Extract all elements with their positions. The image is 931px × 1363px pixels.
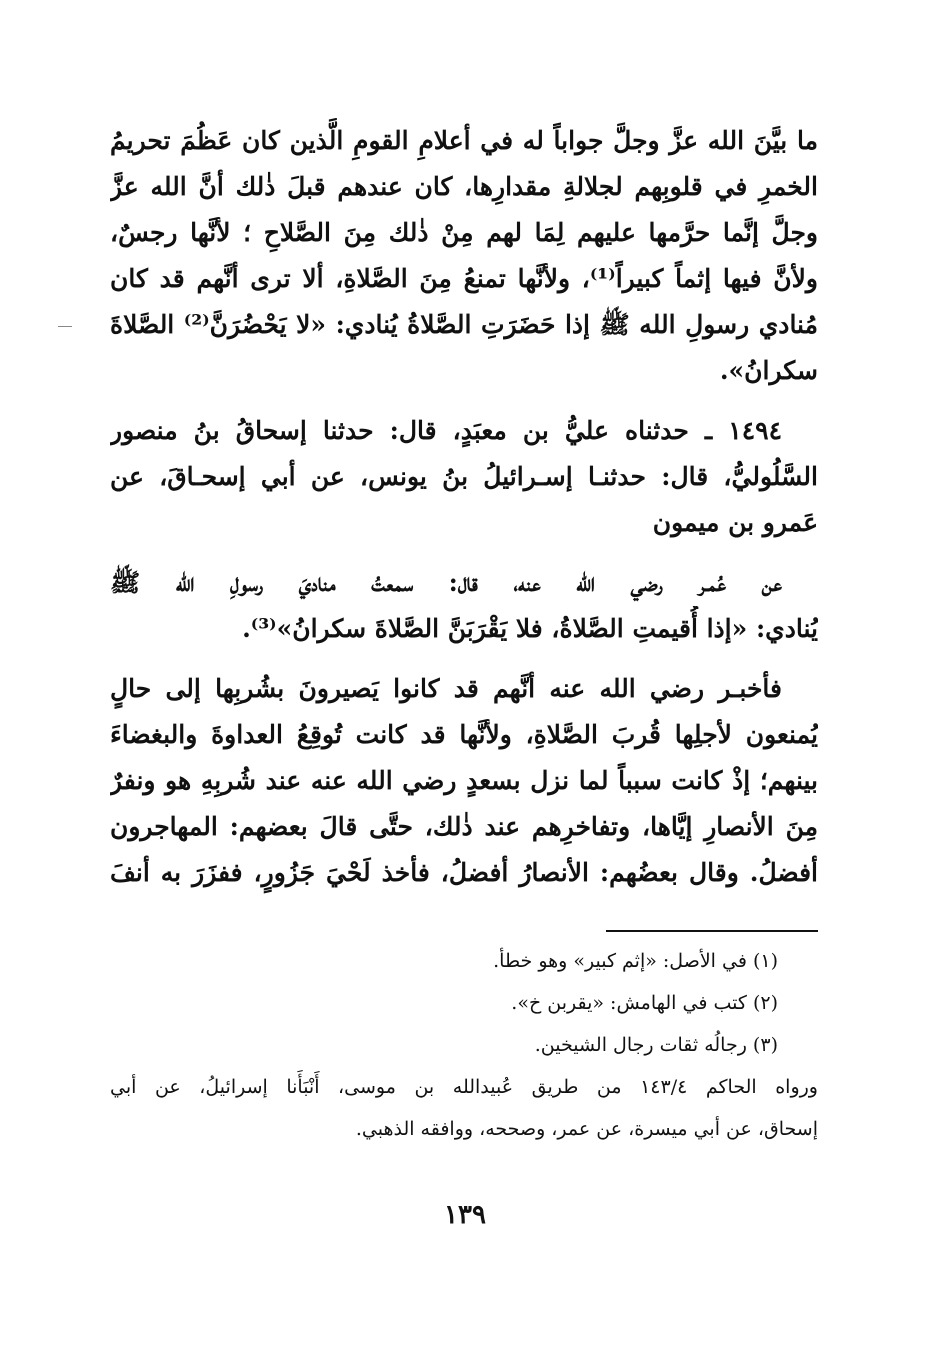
main-text-block: [110, 118, 818, 910]
text-line: أفضلُ. وقال بعضُهم: الأنصارُ أفضلُ، فأخذ لَحْيَ جَزُورٍ، ففزَرَ به أنفَ: [110, 858, 818, 887]
footnote-extra-line: ورواه الحاكم ١٤٣/٤ من طريق عُبيدالله بن موسى، أَنْبَأَنا إسرائيلُ، عن أبي: [110, 1076, 818, 1098]
text-line: ولأنَّ فيها إثماً كبيراً⁽¹⁾، ولأنَّها تمنعُ مِنَ الصَّلاةِ، ألا ترى أنَّهم قد كان: [110, 264, 818, 293]
margin-mark: [58, 326, 72, 327]
text-line: وجلَّ إنَّما حرَّمها عليهم لِمَا لهم مِنْ ذٰلك مِنَ الصَّلاحِ ؛ لأنَّها رجسٌ،: [110, 218, 818, 247]
footnote-3: (٣) رجالُه ثقات رجال الشيخين.: [534, 1034, 778, 1056]
paragraph-commentary: [110, 666, 818, 896]
text-line: السَّلُوليُّ، قال: حدثنـا إسـرائيلُ بنُ يونس، عن أبي إسحـاقَ، عن: [110, 462, 818, 491]
text-line: عَمرو بن ميمون: [652, 508, 818, 537]
text-line: ١٤٩٤ ـ حدثناه عليُّ بن معبَدٍ، قال: حدثنا إسحاقُ بنُ منصور: [110, 416, 782, 445]
text-line: مُنادي رسولِ الله ﷺ إذا حَضَرَتِ الصَّلاةُ يُنادي: «لا يَحْضُرَنَّ⁽²⁾ الصَّلاةَ: [110, 310, 818, 339]
text-line: فأخبـر رضي الله عنه أنَّهم قد كانوا يَصيرونَ بشُربِها إلى حالٍ: [110, 674, 782, 703]
text-line: ما بيَّنَ الله عزَّ وجلَّ جواباً له في أعلامِ القومِ الَّذين كان عَظُمَ تحريمُ: [110, 126, 818, 155]
hadith-matn: [110, 560, 818, 652]
text-line: عن عُمـر رضي الله عنه، قال: سمعتُ مناديَ رسولِ الله ﷺ: [110, 568, 782, 597]
footnote-2: (٢) كتب في الهامش: «يقربن خ».: [511, 992, 778, 1014]
footnote-extra-line: إسحاق، عن أبي ميسرة، عن عمر، وصححه، ووافقه الذهبي.: [355, 1118, 818, 1140]
text-line: مِنَ الأنصارِ إيَّاها، وتفاخرِهم عند ذٰلك، حتَّى قالَ بعضهم: المهاجرون: [110, 812, 818, 841]
text-line: بينهم؛ إذْ كانت سبباً لما نزل بسعدٍ رضي الله عنه عند شُربِهِ هو ونفرٌ: [110, 766, 818, 795]
page-number: ١٣٩: [444, 1200, 486, 1230]
paragraph-1: [110, 118, 818, 394]
text-line: يُمنعون لأجلِها قُربَ الصَّلاةِ، ولأنَّها قد كانت تُوقِعُ العداوةَ والبغضاءَ: [110, 720, 818, 749]
text-line: يُنادي: «إذا أُقيمتِ الصَّلاةُ، فلا يَقْرَبَنَّ الصَّلاةَ سكرانُ»⁽³⁾.: [242, 614, 818, 643]
text-line: الخمرِ في قلوبِهم لجلالةِ مقدارِها، كان عندهم قبلَ ذٰلك أنَّ الله عزَّ: [110, 172, 818, 201]
footnote-1: (١) في الأصل: «إثم كبير» وهو خطأ.: [493, 950, 778, 972]
footnotes-block: [110, 940, 818, 1150]
footnote-divider: [606, 930, 818, 932]
hadith-isnad: [110, 408, 818, 546]
text-line: سكرانُ».: [719, 356, 818, 385]
